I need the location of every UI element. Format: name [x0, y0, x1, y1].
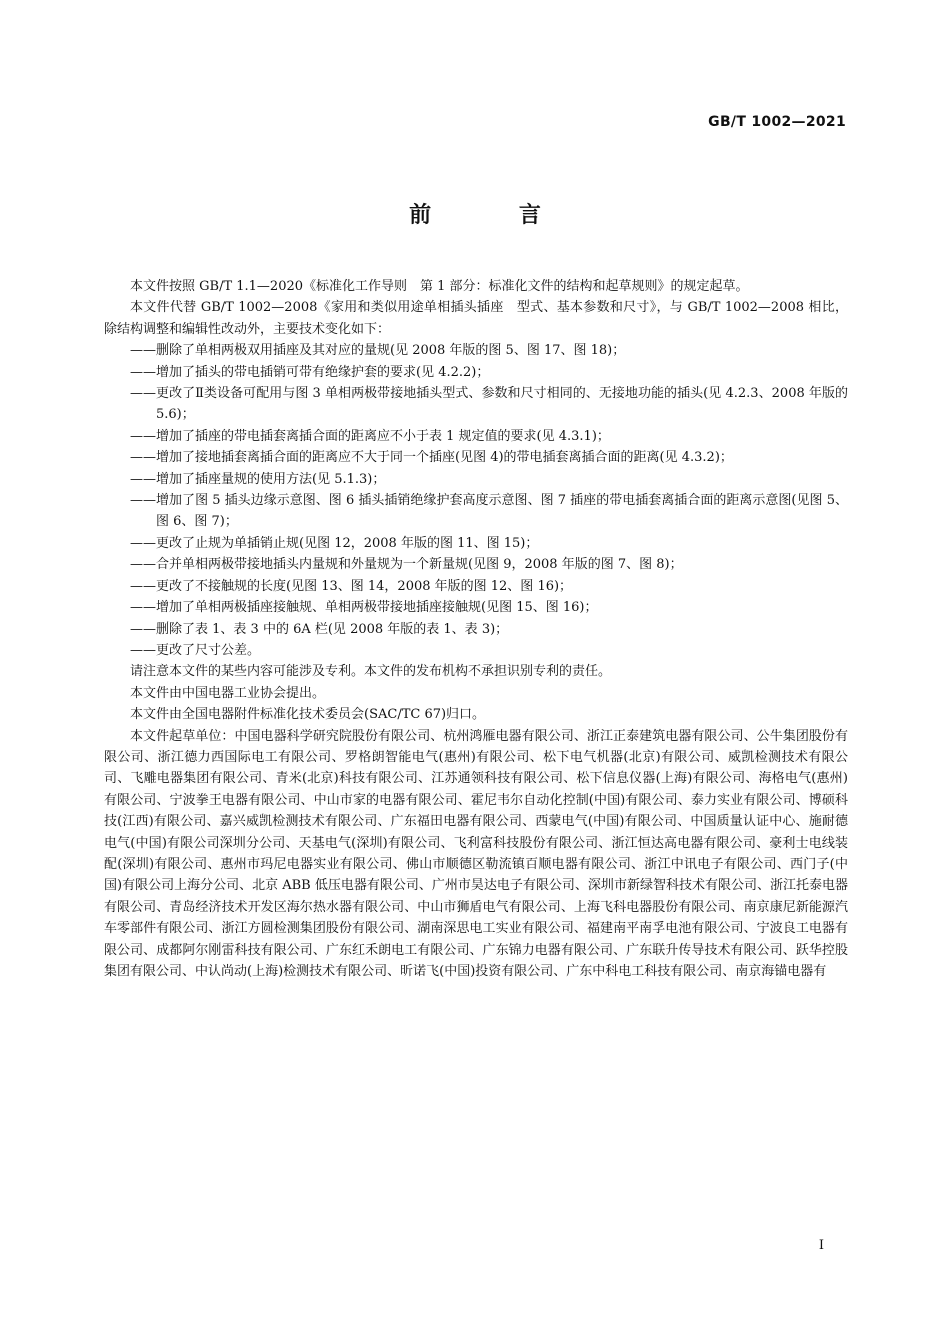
change-item: ——更改了不接触规的长度(见图 13、图 14，2008 年版的图 12、图 16)；: [130, 578, 573, 594]
change-item: ——增加了插座的带电插套离插合面的距离应不小于表 1 规定值的要求(见 4.3.1)；: [130, 428, 610, 444]
paragraph-drafting-rules: 本文件按照 GB/T 1.1—2020《标准化工作导则 第 1 部分：标准化文件的结构和起草规则》的规定起草。: [130, 279, 749, 294]
change-item: ——增加了接地插套离插合面的距离应不大于同一个插座(见图 4)的带电插套离插合面的距离(见 4.3.2)；: [130, 450, 733, 466]
change-item: ——合并单相两极带接地插头内量规和外量规为一个新量规(见图 9，2008 年版的图 7、图 8)；: [130, 557, 683, 573]
change-item: ——增加了插座量规的使用方法(见 5.1.3)；: [130, 471, 386, 487]
paragraph-replacement: 本文件代替 GB/T 1002—2008《家用和类似用途单相插头插座 型式、基本参数和尺寸》，与 GB/T 1002—2008 相比，除结构调整和编辑性改动外，主要技术变化如下：: [104, 300, 848, 337]
change-item: ——增加了图 5 插头边缘示意图、图 6 插头插销绝缘护套高度示意图、图 7 插座的带电插套离插合面的距离示意图(见图 5、图 6、图 7)；: [130, 493, 848, 530]
page-title: 前 言: [409, 203, 581, 228]
change-item: ——删除了表 1、表 3 中的 6A 栏(见 2008 年版的表 1、表 3)；: [130, 621, 509, 637]
standard-code: GB/T 1002—2021: [708, 114, 846, 130]
change-item: ——增加了插头的带电插销可带有绝缘护套的要求(见 4.2.2)；: [130, 364, 490, 380]
page-number: I: [818, 1238, 824, 1253]
change-item: ——更改了Ⅱ类设备可配用与图 3 单相两极带接地插头型式、参数和尺寸相同的、无接地功能的插头(见 4.2.3、2008 年版的 5.6)；: [130, 386, 848, 423]
paragraph-administrator: 本文件由全国电器附件标准化技术委员会(SAC/TC 67)归口。: [130, 707, 486, 723]
paragraph-drafting-units: 本文件起草单位：中国电器科学研究院股份有限公司、杭州鸿雁电器有限公司、浙江正泰建筑电器有限公司、公牛集团股份有限公司、浙江德力西国际电工有限公司、罗格朗智能电气(惠州)有限公司、松下电气机器(北京)有限公司、威凯检测技术有限公司、飞雕电器集团有限公司、青米(北京)科技有限公司、江苏通领科技有限公司、松下信息仪器(上海)有限公司、海格电气(惠州)有限公司、宁波拳王电器有限公司、中山市家的电器有限公司、霍尼韦尔自动化控制(中国)有限公司、泰力实业有限公司、博硕科技(江西)有限公司、嘉兴威凯检测技术有限公司、广东福田电器有限公司、西蒙电气(中国)有限公司、中国质量认证中心、施耐德电气(中国)有限公司深圳分公司、天基电气(深圳)有限公司、飞利富科技股份有限公司、浙江恒达高电器有限公司、豪利士电线装配(深圳)有限公司、惠州市玛尼电器实业有限公司、佛山市顺德区勒流镇百顺电器有限公司、浙江中讯电子有限公司、西门子(中国)有限公司上海分公司、北京 ABB 低压电器有限公司、广州市昊达电子有限公司、深圳市新绿智科技术有限公司、浙江托泰电器有限公司、青岛经济技术开发区海尔热水器有限公司、中山市狮盾电气有限公司、上海飞科电器股份有限公司、南京康尼新能源汽车零部件有限公司、浙江方圆检测集团股份有限公司、湖南深思电工实业有限公司、福建南平南孚电池有限公司、宁波良工电器有限公司、成都阿尔刚雷科技有限公司、广东红禾朗电工有限公司、广东锦力电器有限公司、广东联升传导技术有限公司、跃华控股集团有限公司、中认尚动(上海)检测技术有限公司、昕诺飞(中国)投资有限公司、广东中科电工科技有限公司、南京海锚电器有: [104, 728, 848, 979]
change-item: ——删除了单相两极双用插座及其对应的量规(见 2008 年版的图 5、图 17、图 18)；: [130, 343, 626, 359]
change-item: ——更改了尺寸公差。: [130, 642, 261, 658]
change-item: ——更改了止规为单插销止规(见图 12，2008 年版的图 11、图 15)；: [130, 535, 539, 551]
paragraph-patent-notice: 请注意本文件的某些内容可能涉及专利。本文件的发布机构不承担识别专利的责任。: [130, 664, 612, 680]
change-item: ——增加了单相两极插座接触规、单相两极带接地插座接触规(见图 15、图 16)；: [130, 600, 598, 616]
paragraph-proposer: 本文件由中国电器工业协会提出。: [130, 685, 326, 701]
document-body: [104, 276, 848, 982]
